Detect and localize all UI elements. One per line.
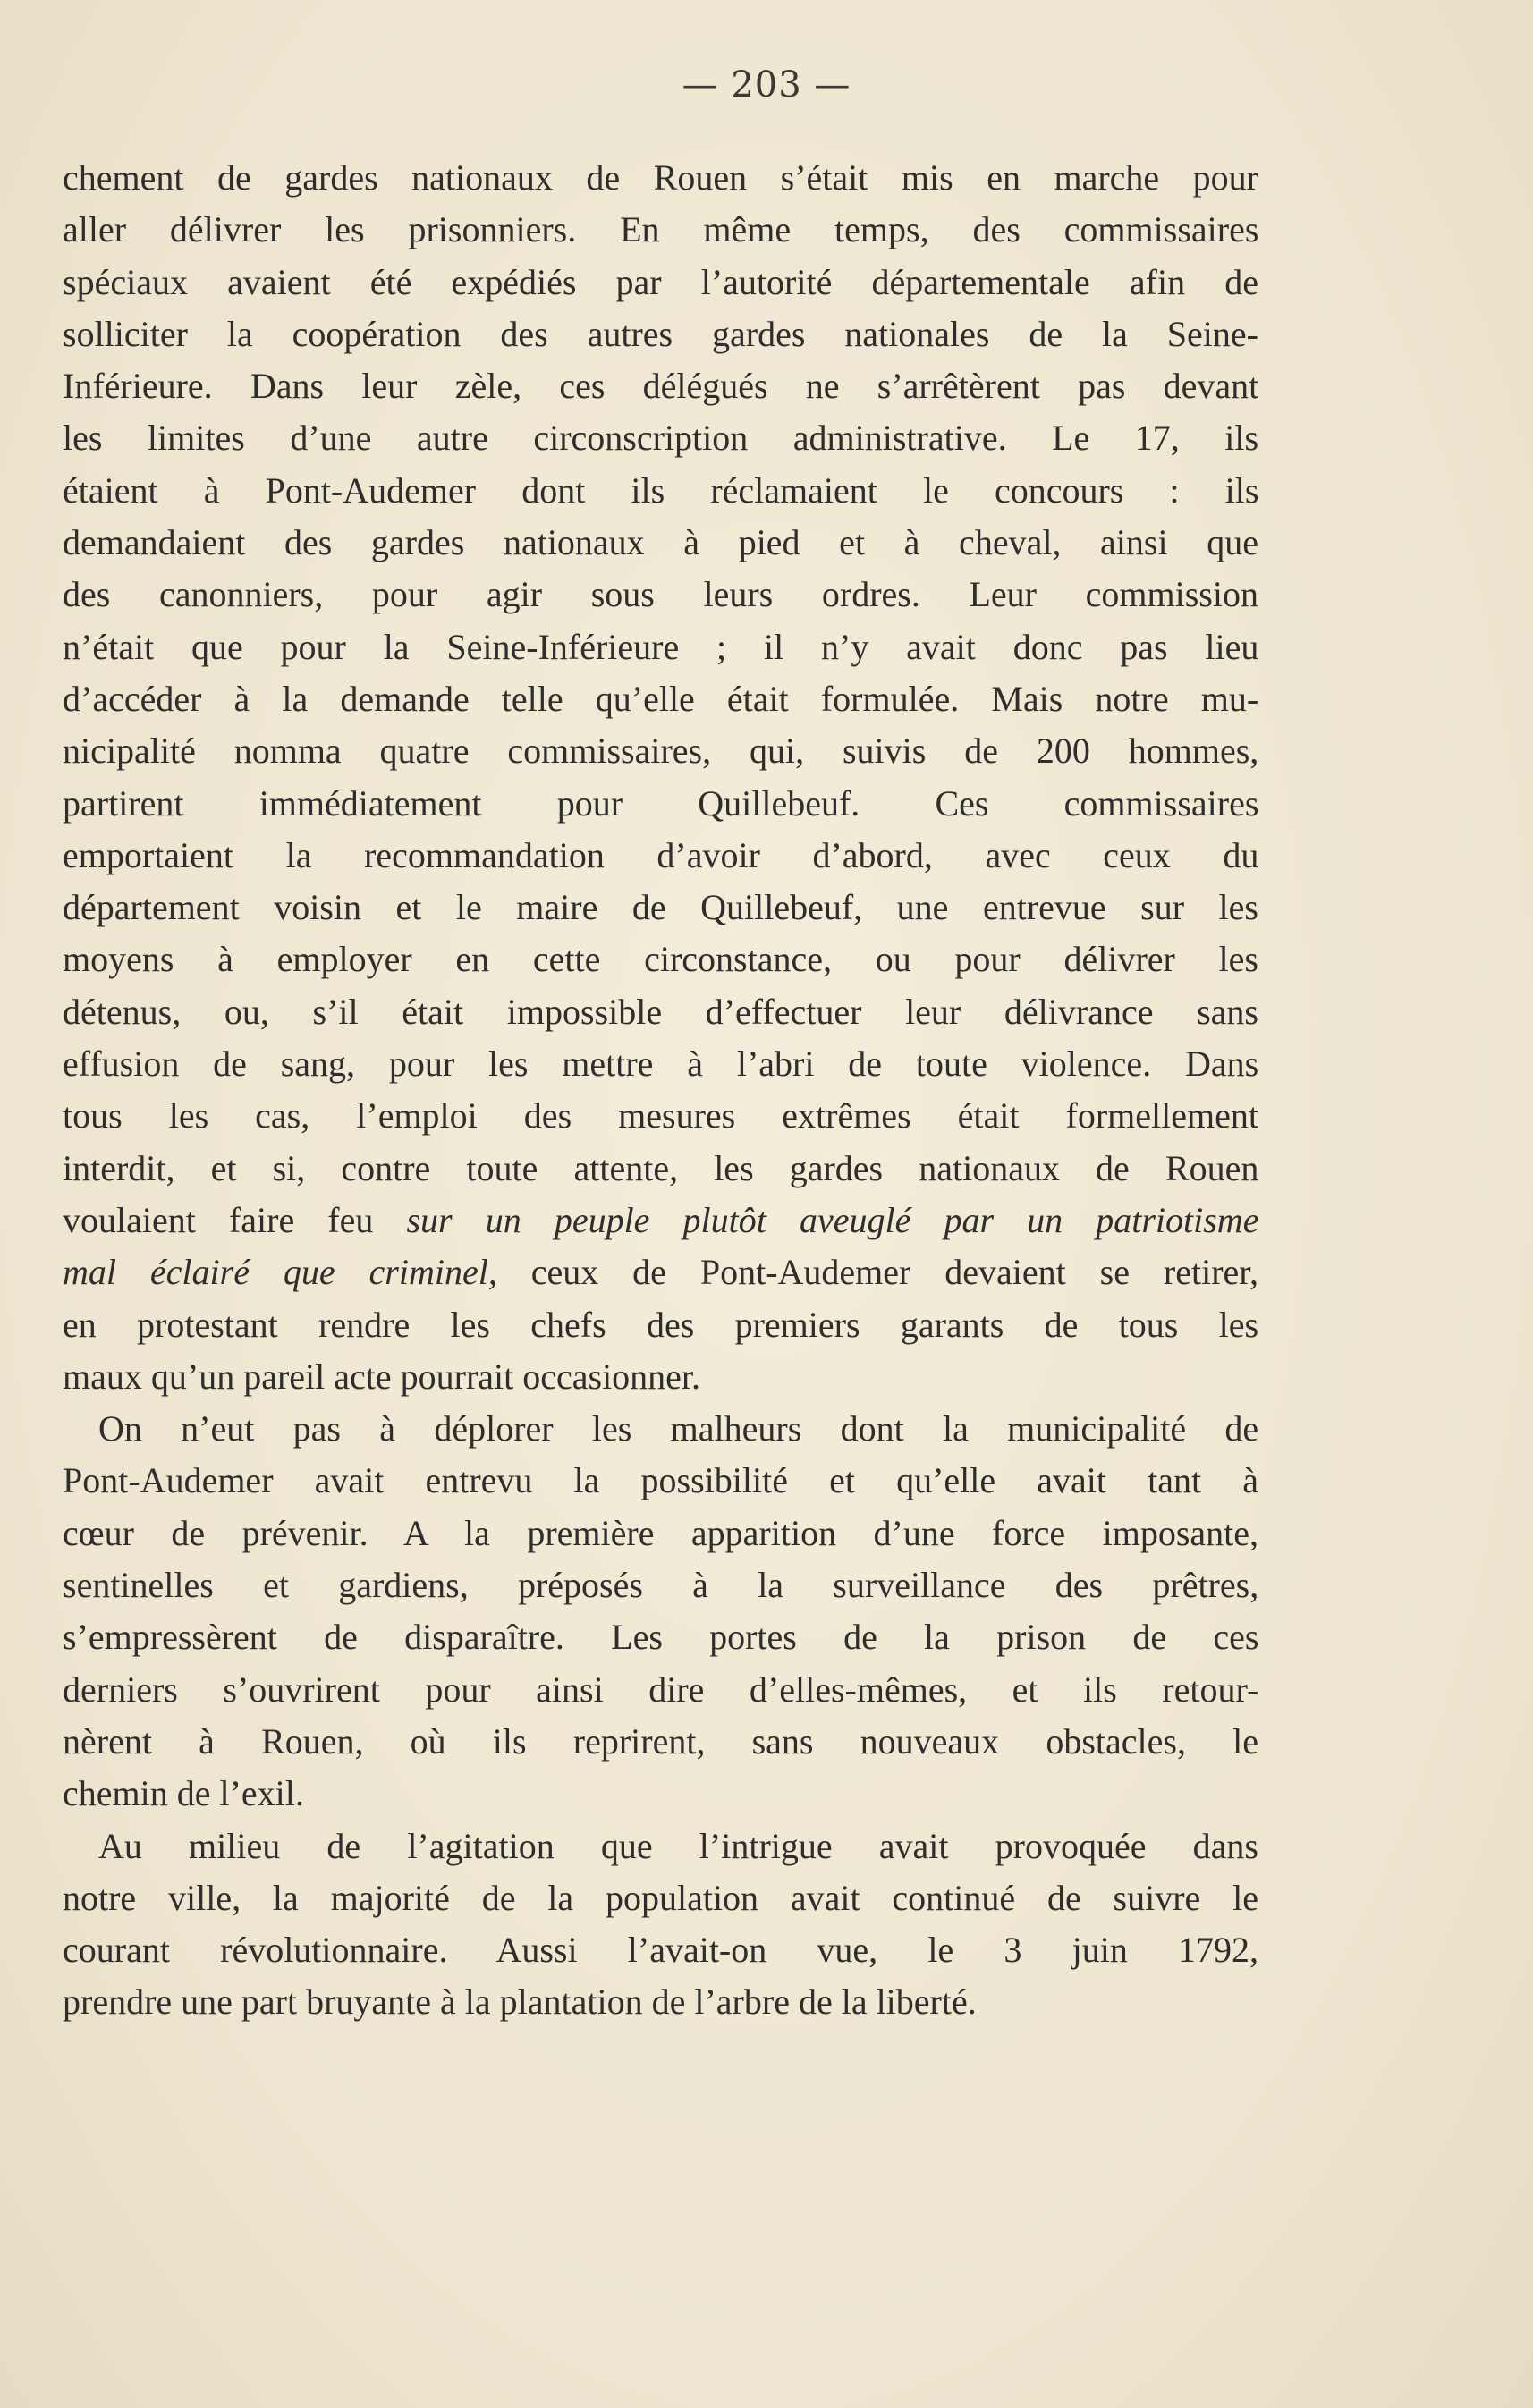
text-line-mixed	[63, 1246, 1258, 1298]
text-line: demandaient des gardes nationaux à pied et à cheval, ainsi que	[63, 522, 1258, 563]
text-line: derniers s’ouvrirent pour ainsi dire d’elles-mêmes, et ils retour-	[63, 1669, 1259, 1710]
text-line: interdit, et si, contre toute attente, les gardes nationaux de Rouen	[63, 1147, 1259, 1188]
text-line: en protestant rendre les chefs des premiers garants de tous les	[63, 1304, 1259, 1345]
paragraph-1	[63, 152, 1258, 1403]
text-line: maux qu’un pareil acte pourrait occasionner.	[63, 1356, 701, 1397]
text-line: nèrent à Rouen, où ils reprirent, sans nouveaux obstacles, le	[63, 1720, 1258, 1762]
text-line: solliciter la coopération des autres gardes nationales de la Seine-	[63, 313, 1258, 354]
text-line: Au milieu de l’agitation que l’intrigue avait provoquée dans	[98, 1825, 1258, 1866]
italic-text: mal éclairé que criminel,	[63, 1252, 497, 1293]
text-line: chemin de l’exil.	[63, 1773, 304, 1814]
text-line: d’accéder à la demande telle qu’elle était formulée. Mais notre mu-	[63, 678, 1259, 719]
text-line: chement de gardes nationaux de Rouen s’était mis en marche pour	[63, 157, 1258, 198]
text-line: les limites d’une autre circonscription administrative. Le 17, ils	[63, 418, 1259, 459]
text-line: n’était que pour la Seine-Inférieure ; il n’y avait donc pas lieu	[63, 626, 1259, 667]
text-line: étaient à Pont-Audemer dont ils réclamaient le concours : ils	[63, 469, 1259, 511]
paragraph-2	[63, 1403, 1258, 1820]
text-line: prendre une part bruyante à la plantation de l’arbre de la liberté.	[63, 1981, 977, 2023]
body-text	[63, 152, 1258, 2029]
text-line: notre ville, la majorité de la population avait continué de suivre le	[63, 1877, 1258, 1918]
plain-text: voulaient faire feu	[63, 1199, 407, 1240]
text-line: s’empressèrent de disparaître. Les portes de la prison de ces	[63, 1617, 1259, 1658]
text-line: courant révolutionnaire. Aussi l’avait-on vue, le 3 juin 1792,	[63, 1930, 1258, 1971]
text-line: Pont-Audemer avait entrevu la possibilité et qu’elle avait tant à	[63, 1460, 1258, 1501]
text-line: effusion de sang, pour les mettre à l’abri de toute violence. Dans	[63, 1043, 1259, 1085]
text-line: tous les cas, l’emploi des mesures extrêmes était formellement	[63, 1095, 1258, 1136]
page-number: — 203 —	[682, 64, 851, 106]
text-line: sentinelles et gardiens, préposés à la surveillance des prêtres,	[63, 1565, 1259, 1606]
text-line: spéciaux avaient été expédiés par l’autorité départementale afin de	[63, 261, 1258, 302]
text-line-mixed	[63, 1195, 1258, 1246]
text-line: des canonniers, pour agir sous leurs ordres. Leur commission	[63, 574, 1258, 615]
plain-text: ceux de Pont-Audemer devaient se retirer,	[496, 1252, 1258, 1293]
text-line: cœur de prévenir. A la première apparition d’une force imposante,	[63, 1512, 1259, 1553]
italic-text: sur un peuple plutôt aveuglé par un patriotisme	[406, 1199, 1259, 1240]
text-line: aller délivrer les prisonniers. En même temps, des commissaires	[63, 209, 1259, 250]
text-line: partirent immédiatement pour Quillebeuf. Ces commissaires	[63, 782, 1259, 824]
text-line: détenus, ou, s’il était impossible d’effectuer leur délivrance sans	[63, 991, 1258, 1032]
text-line: On n’eut pas à déplorer les malheurs dont la municipalité de	[98, 1408, 1259, 1449]
text-line: emportaient la recommandation d’avoir d’abord, avec ceux du	[63, 834, 1259, 875]
text-line: département voisin et le maire de Quillebeuf, une entrevue sur les	[63, 887, 1258, 928]
text-line: nicipalité nomma quatre commissaires, qui, suivis de 200 hommes,	[63, 731, 1259, 772]
text-line: moyens à employer en cette circonstance, ou pour délivrer les	[63, 939, 1258, 980]
paragraph-3	[63, 1821, 1258, 2029]
text-line: Inférieure. Dans leur zèle, ces délégués ne s’arrêtèrent pas devant	[63, 366, 1259, 407]
